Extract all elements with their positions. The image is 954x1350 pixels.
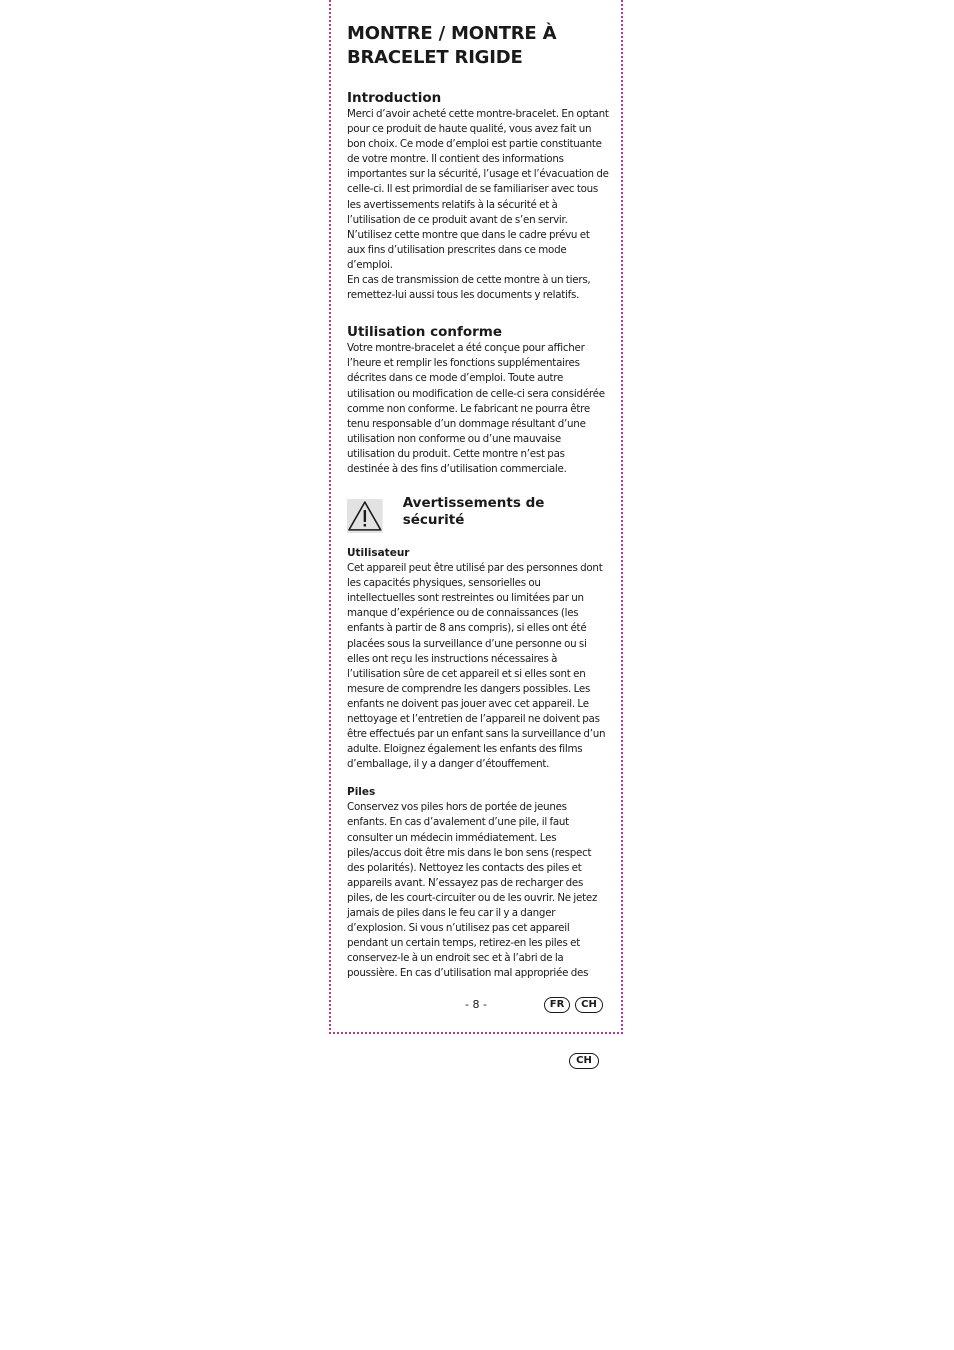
utilisation-paragraph: Votre montre-bracelet a été conçue pour afficher l’heure et remplir les fonctions supplémentaires décrites dans ce mode d’emploi. Toute autre utilisation ou modification de celle-ci sera considérée comme non conforme. Le fabricant ne pourra être tenu responsable d’un dommage résultant d’une utilisation non conforme ou d’une mauvaise utilisation du produit. Cette montre n’est pas destinée à des fins d’utilisation commerciale.: [347, 342, 605, 475]
outer-language-badge-ch: CH: [569, 1053, 599, 1069]
user-paragraph: Cet appareil peut être utilisé par des personnes dont les capacités physiques, sensorielles ou intellectuelles sont restreintes ou limitées par un manque d’expérience ou de connaissances (les enfants à partir de 8 ans compris), si elles ont été placées sous la surveillance d’une personne ou si elles ont reçu les instructions nécessaires à l’utilisation sûre de cet appareil et si elles sont en mesure de comprendre les dangers possibles. Les enfants ne doivent pas jouer avec cet appareil. Le nettoyage et l’entretien de l’appareil ne doivent pas être effectués par un enfant sans la surveillance d’un adulte. Eloignez également les enfants des films d’emballage, il y a danger d’étouffement.: [347, 562, 606, 771]
page-content: [347, 22, 609, 982]
page-title: MONTRE / MONTRE À BRACELET RIGIDE: [347, 23, 557, 68]
page-number: - 8 -: [465, 998, 487, 1011]
user-heading: Utilisateur: [347, 547, 410, 560]
introduction-heading: Introduction: [347, 90, 442, 106]
safety-heading-row: [347, 495, 609, 533]
utilisation-heading: Utilisation conforme: [347, 324, 503, 341]
page-footer: [347, 997, 609, 1015]
introduction-paragraph-2: En cas de transmission de cette montre à un tiers, remettez-lui aussi tous les documents y relatifs.: [347, 274, 591, 302]
safety-heading: Avertissements de sécurité: [402, 495, 545, 529]
introduction-paragraph-1: Merci d’avoir acheté cette montre-bracelet. En optant pour ce produit de haute qualité, vous avez fait un bon choix. Ce mode d’emploi est partie constituante de votre montre. Il contient des informations importantes sur la sécurité, l’usage et l’évacuation de celle-ci. Il est primordial de se familiariser avec tous les avertissements relatifs à la sécurité et à l’utilisation de ce produit avant de s’en servir. N’utilisez cette montre que dans le cadre prévu et aux fins d’utilisation prescrites dans ce mode d’emploi.: [347, 108, 609, 271]
language-badge-fr: FR: [544, 997, 570, 1013]
language-badge-ch: CH: [575, 997, 603, 1013]
warning-triangle-icon: [347, 499, 383, 533]
batteries-heading: Piles: [347, 786, 376, 799]
batteries-paragraph: Conservez vos piles hors de portée de jeunes enfants. En cas d’avalement d’une pile, il faut consulter un médecin immédiatement. Les piles/accus doit être mis dans le bon sens (respect des polarités). Nettoyez les contacts des piles et appareils avant. N’essayez pas de recharger des piles, de les court-circuiter ou de les ouvrir. Ne jetez jamais de piles dans le feu car il y a danger d’explosion. Si vous n’utilisez pas cet appareil pendant un certain temps, retirez-en les piles et conservez-le à un endroit sec et à l’abri de la poussière. En cas d’utilisation mal appropriée des: [347, 801, 598, 980]
